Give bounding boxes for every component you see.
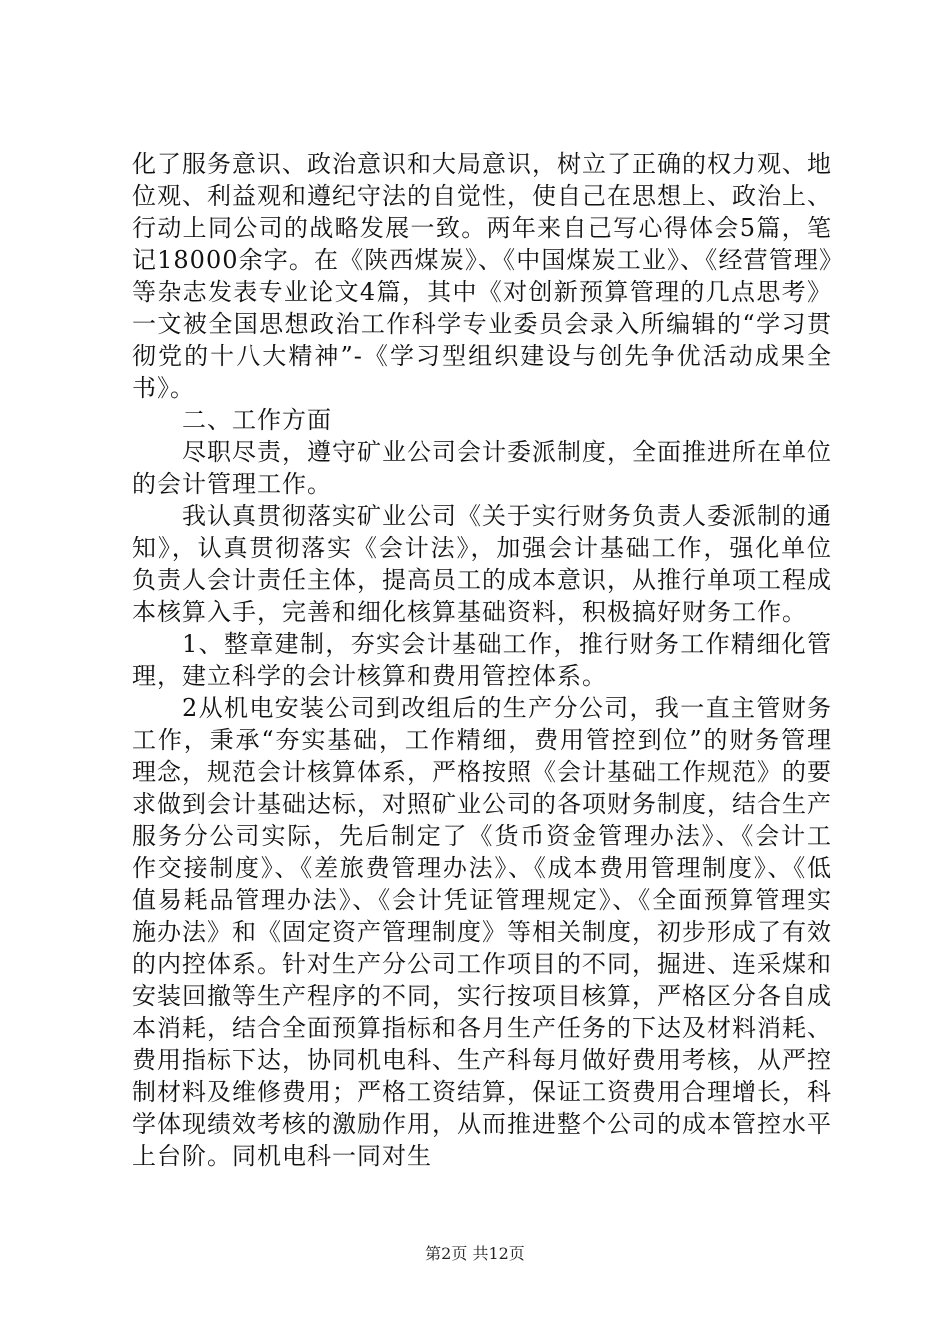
paragraph-5: 1、整章建制，夯实会计基础工作，推行财务工作精细化管理，建立科学的会计核算和费用管控体系。 <box>132 630 832 690</box>
paragraph-1: 化了服务意识、政治意识和大局意识，树立了正确的权力观、地位观、利益观和遵纪守法的自觉性，使自己在思想上、政治上、行动上同公司的战略发展一致。两年来自己写心得体会5篇，笔记18000余字。在《陕西煤炭》、《中国煤炭工业》、《经营管理》等杂志发表专业论文4篇，其中《对创新预算管理的几点思考》一文被全国思想政治工作科学专业委员会录入所编辑的“学习贯彻党的十八大精神”-《学习型组织建设与创先争优活动成果全书》。 <box>132 150 832 402</box>
section-heading-work: 二、工作方面 <box>182 406 332 434</box>
document-body <box>132 148 832 1172</box>
paragraph-6: 2从机电安装公司到改组后的生产分公司，我一直主管财务工作，秉承“夯实基础，工作精细，费用管控到位”的财务管理理念，规范会计核算体系，严格按照《会计基础工作规范》的要求做到会计基础达标，对照矿业公司的各项财务制度，结合生产服务分公司实际，先后制定了《货币资金管理办法》、《会计工作交接制度》、《差旅费管理办法》、《成本费用管理制度》、《低值易耗品管理办法》、《会计凭证管理规定》、《全面预算管理实施办法》和《固定资产管理制度》等相关制度，初步形成了有效的内控体系。针对生产分公司工作项目的不同，掘进、连采煤和安装回撤等生产程序的不同，实行按项目核算，严格区分各自成本消耗，结合全面预算指标和各月生产任务的下达及材料消耗、费用指标下达，协同机电科、生产科每月做好费用考核，从严控制材料及维修费用；严格工资结算，保证工资费用合理增长，科学体现绩效考核的激励作用，从而推进整个公司的成本管控水平上台阶。同机电科一同对生 <box>132 694 832 1170</box>
page-number-footer: 第2页 共12页 <box>425 1244 525 1263</box>
paragraph-3: 尽职尽责，遵守矿业公司会计委派制度，全面推进所在单位的会计管理工作。 <box>132 438 832 498</box>
paragraph-4: 我认真贯彻落实矿业公司《关于实行财务负责人委派制的通知》，认真贯彻落实《会计法》，加强会计基础工作，强化单位负责人会计责任主体，提高员工的成本意识，从推行单项工程成本核算入手，完善和细化核算基础资料，积极搞好财务工作。 <box>132 502 832 626</box>
